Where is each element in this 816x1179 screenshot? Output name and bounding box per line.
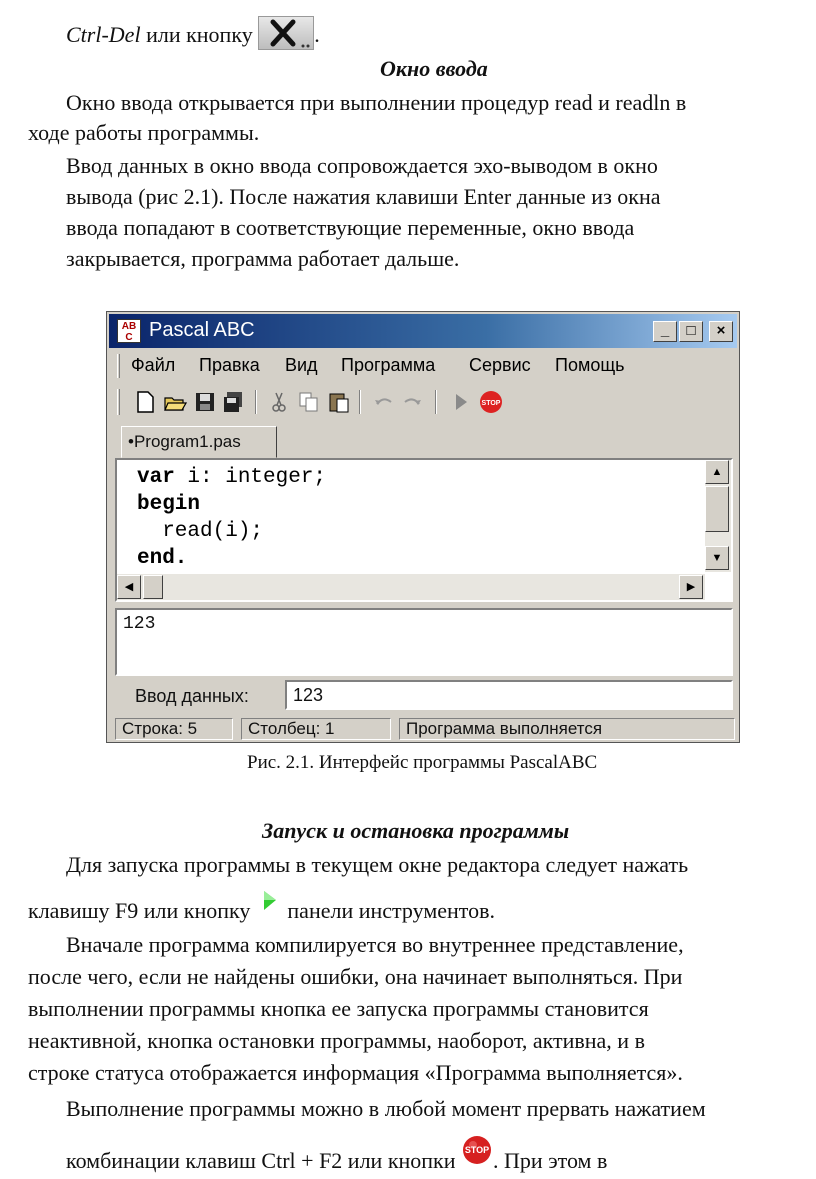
redo-icon[interactable] [401, 390, 425, 414]
new-file-icon[interactable] [133, 390, 157, 414]
status-row: Строка: 5 [115, 718, 233, 740]
paragraph-text: клавишу F9 или кнопку [28, 898, 256, 924]
run-icon[interactable] [449, 390, 473, 414]
paragraph-text: панели инструментов. [281, 898, 496, 924]
stop-sign-label: STOP [464, 1145, 490, 1155]
horizontal-scrollbar[interactable] [117, 574, 705, 600]
paragraph-line: неактивной, кнопка остановки программы, наоборот, активна, и в [28, 1028, 645, 1053]
intro-suffix: . [314, 22, 320, 48]
paragraph-line: выполнении программы кнопка ее запуска программы становится [28, 996, 649, 1021]
code-text [137, 464, 326, 572]
code-keyword: end. [137, 547, 188, 570]
code-line: read(i); [137, 520, 264, 543]
minimize-button[interactable]: _ [653, 321, 677, 342]
code-keyword: begin [137, 493, 201, 516]
stop-sign-icon [461, 1134, 493, 1172]
vertical-scrollbar[interactable] [705, 460, 731, 572]
menu-item-view[interactable]: Вид [285, 355, 318, 375]
menu-item-service[interactable]: Сервис [469, 355, 531, 375]
stop-icon-label: STOP [481, 400, 501, 407]
paragraph-line: закрывается, программа работает дальше. [66, 246, 460, 271]
menu-bar [109, 350, 737, 382]
toolbar-grip [117, 389, 120, 415]
paste-icon[interactable] [327, 390, 351, 414]
close-x-icon [258, 16, 314, 50]
paragraph-line: строке статуса отображается информация «Программа выполняется». [28, 1060, 683, 1085]
paragraph-line: вывода (рис 2.1). После нажатия клавиши Enter данные из окна [66, 184, 661, 209]
scroll-right-button[interactable]: ▶ [679, 575, 703, 599]
open-folder-icon[interactable] [163, 390, 187, 414]
paragraph-text: комбинации клавиш Ctrl + F2 или кнопки [66, 1148, 462, 1174]
menu-item-file[interactable]: Файл [131, 355, 176, 375]
paragraph-line [28, 896, 495, 930]
paragraph-line: Вначале программа компилируется во внутреннее представление, [66, 932, 684, 957]
window-title: Pascal ABC [149, 319, 255, 341]
status-column: Столбец: 1 [241, 718, 391, 740]
status-state: Программа выполняется [399, 718, 735, 740]
save-all-icon[interactable] [221, 390, 245, 414]
shortcut-text: Ctrl-Del [66, 22, 141, 48]
status-bar [109, 716, 737, 742]
output-pane: 123 [115, 608, 733, 676]
scroll-thumb[interactable] [705, 486, 729, 532]
menu-item-program[interactable]: Программа [341, 355, 436, 375]
section-heading-input-window: Окно ввода [380, 56, 488, 81]
menu-item-help[interactable]: Помощь [555, 355, 625, 375]
tab-program1[interactable]: •Program1.pas [121, 426, 277, 458]
run-triangle-icon [256, 888, 282, 922]
paragraph-line: после чего, если не найдены ошибки, она начинает выполняться. При [28, 964, 683, 989]
scroll-down-button[interactable]: ▼ [705, 546, 729, 570]
undo-icon[interactable] [371, 390, 395, 414]
maximize-button[interactable]: □ [679, 321, 703, 342]
intro-mid: или кнопку [140, 22, 259, 48]
paragraph-text: . При этом в [493, 1148, 608, 1174]
scroll-up-button[interactable]: ▲ [705, 460, 729, 484]
paragraph-line: Для запуска программы в текущем окне редактора следует нажать [66, 852, 689, 877]
scroll-thumb-h[interactable] [143, 575, 163, 599]
app-logo-icon: AB C [117, 319, 141, 343]
paragraph-line: ввода попадают в соответствующие переменные, окно ввода [66, 215, 635, 240]
menu-item-edit[interactable]: Правка [199, 355, 260, 375]
toolbar-separator [359, 390, 361, 414]
section-heading-run-stop: Запуск и остановка программы [262, 818, 570, 843]
paragraph-line: Ввод данных в окно ввода сопровождается эхо-выводом в окно [66, 153, 658, 178]
code-editor[interactable] [115, 458, 733, 602]
toolbar-separator [435, 390, 437, 414]
close-button[interactable]: × [709, 321, 733, 342]
paragraph-line: Выполнение программы можно в любой момент прервать нажатием [66, 1096, 706, 1121]
figure-caption: Рис. 2.1. Интерфейс программы PascalABC [247, 752, 598, 773]
code-line: i: integer; [174, 466, 327, 489]
input-field[interactable]: 123 [285, 680, 733, 710]
paragraph-line: ходе работы программы. [28, 120, 260, 145]
intro-line [66, 20, 320, 54]
title-bar [109, 314, 737, 348]
toolbar-separator [255, 390, 257, 414]
copy-icon[interactable] [297, 390, 321, 414]
menu-grip [117, 354, 120, 378]
pascal-abc-window [106, 311, 740, 743]
stop-icon[interactable] [479, 390, 503, 414]
toolbar [109, 384, 737, 420]
input-label: Ввод данных: [135, 686, 249, 706]
code-keyword: var [137, 466, 175, 489]
cut-icon[interactable] [267, 390, 291, 414]
paragraph-line [66, 1144, 607, 1179]
scroll-left-button[interactable]: ◀ [117, 575, 141, 599]
save-icon[interactable] [193, 390, 217, 414]
paragraph-line: Окно ввода открывается при выполнении процедур read и readln в [66, 90, 687, 115]
